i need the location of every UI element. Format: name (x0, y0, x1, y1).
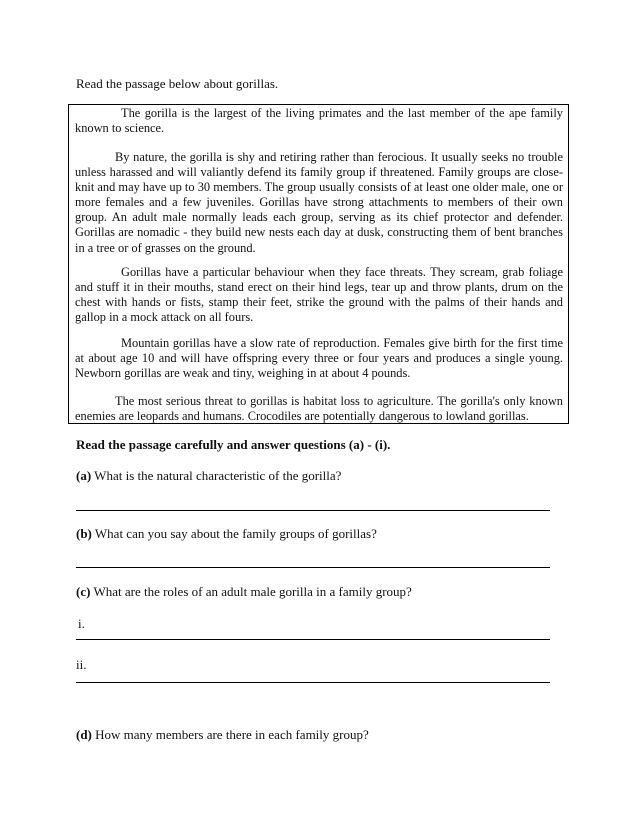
passage-paragraph-5: The most serious threat to gorillas is habitat loss to agriculture. The gorilla's only known enemies are leopards and humans. Crocodiles are potentially dangerous to lowland gorillas. (75, 394, 563, 424)
question-c-text: What are the roles of an adult male gorilla in a family group? (90, 584, 412, 599)
question-d-text: How many members are there in each family group? (91, 727, 369, 742)
answer-line-a[interactable] (76, 510, 550, 511)
question-d (76, 727, 369, 743)
question-a-text: What is the natural characteristic of the gorilla? (91, 468, 342, 483)
question-a-letter: (a) (76, 468, 92, 483)
answer-line-c-ii[interactable] (76, 682, 550, 683)
question-c (76, 584, 412, 600)
question-a (76, 468, 341, 484)
passage-paragraph-2: By nature, the gorilla is shy and retiring rather than ferocious. It usually seeks no trouble unless harassed and will valiantly defend its family group if threatened. Family groups are close-knit and may have up to 30 members. The group usually consists of at least one older male, one or more females and a few juveniles. Gorillas have strong attachments to members of their own group. An adult male normally leads each group, serving as its chief protector and defender. Gorillas are nomadic - they build new nests each day at dusk, constructing them of bent branches in a tree or of grasses on the ground. (75, 150, 563, 255)
answer-line-b[interactable] (76, 567, 550, 568)
passage-box (68, 104, 569, 424)
passage-paragraph-4: Mountain gorillas have a slow rate of reproduction. Females give birth for the first time at about age 10 and will have offspring every three or four years and produces a single young. Newborn gorillas are weak and tiny, weighing in at about 4 pounds. (75, 336, 563, 381)
passage-paragraph-1: The gorilla is the largest of the living primates and the last member of the ape family known to science. (75, 106, 563, 136)
instruction-heading: Read the passage carefully and answer questions (a) - (i). (76, 437, 391, 452)
intro-text: Read the passage below about gorillas. (76, 76, 279, 91)
answer-line-c-i[interactable] (76, 639, 550, 640)
passage-paragraph-3: Gorillas have a particular behaviour when they face threats. They scream, grab foliage and stuff it in their mouths, stand erect on their hind legs, tear up and throw plants, drum on the chest with hands or fists, stamp their feet, strike the ground with the palms of their hands and gallop in a mock attack on all fours. (75, 265, 563, 325)
question-b-letter: (b) (76, 526, 92, 541)
question-c-letter: (c) (76, 584, 91, 599)
question-d-letter: (d) (76, 727, 92, 742)
question-b (76, 526, 377, 542)
question-c-part-ii-label: ii. (76, 657, 87, 672)
question-c-part-i-label: i. (78, 616, 85, 631)
question-b-text: What can you say about the family groups of gorillas? (91, 526, 377, 541)
